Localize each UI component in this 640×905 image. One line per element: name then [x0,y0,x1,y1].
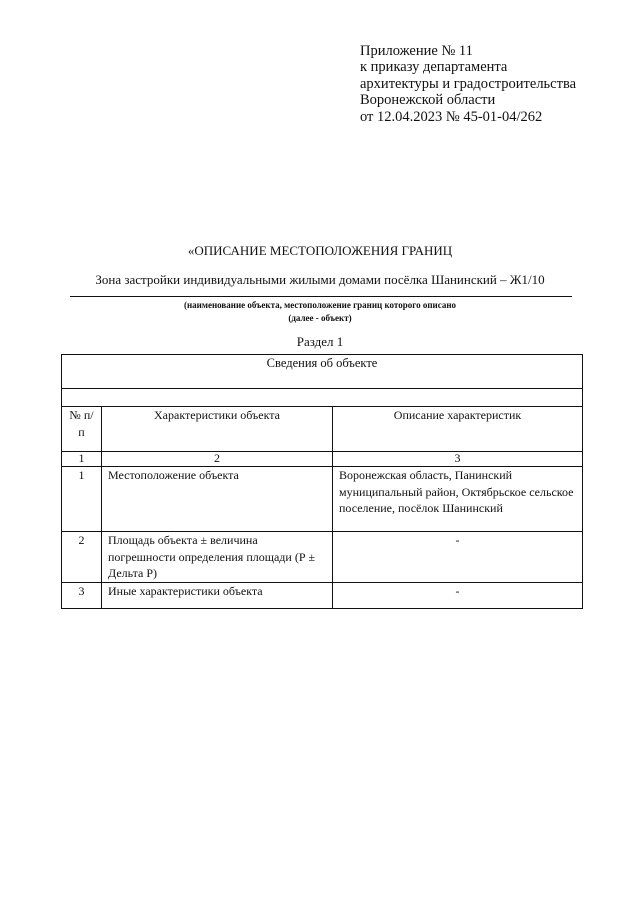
column-number: 1 [62,452,102,467]
row-number: 1 [62,467,102,532]
table-heading: Сведения об объекте [62,355,583,389]
row-description: Воронежская область, Панинский муниципальный район, Октябрьское сельское поселение, посёлок Шанинский [333,467,583,532]
table-row [62,582,583,608]
appendix-line: от 12.04.2023 № 45-01-04/262 [360,108,543,125]
appendix-block [360,43,576,125]
object-name-underline [70,296,572,297]
table-heading-row [62,355,583,389]
table-row [62,467,583,532]
object-info-table [61,354,583,609]
object-name: Зона застройки индивидуальными жилыми домами посёлка Шанинский – Ж1/10 [95,272,545,287]
appendix-line: архитектуры и градостроительства [360,75,577,92]
column-number: 3 [333,452,583,467]
caption-line: (наименование объекта, местоположение границ которого описано [183,300,457,310]
appendix-line: к приказу департамента [360,59,508,76]
table-blank-cell [62,389,583,407]
row-description: - [333,532,583,583]
appendix-line: Приложение № 11 [360,43,473,59]
table-header-row [62,407,583,452]
row-characteristic: Площадь объекта ± величина погрешности определения площади (Р ± Дельта Р) [102,532,333,583]
row-characteristic: Иные характеристики объекта [102,582,333,608]
caption-line: (далее - объект) [288,313,352,323]
row-description: - [333,582,583,608]
document-title: «ОПИСАНИЕ МЕСТОПОЛОЖЕНИЯ ГРАНИЦ [187,243,453,258]
column-number: 2 [102,452,333,467]
row-number: 2 [62,532,102,583]
object-name-caption [0,299,640,325]
column-header-number: № п/п [62,407,102,452]
table-row [62,532,583,583]
table-column-numbers-row [62,452,583,467]
appendix-line: Воронежской области [360,92,496,109]
column-header-description: Описание характеристик [333,407,583,452]
row-number: 3 [62,582,102,608]
section-title: Раздел 1 [296,334,344,349]
table-blank-row [62,389,583,407]
column-header-characteristic: Характеристики объекта [102,407,333,452]
row-characteristic: Местоположение объекта [102,467,333,532]
